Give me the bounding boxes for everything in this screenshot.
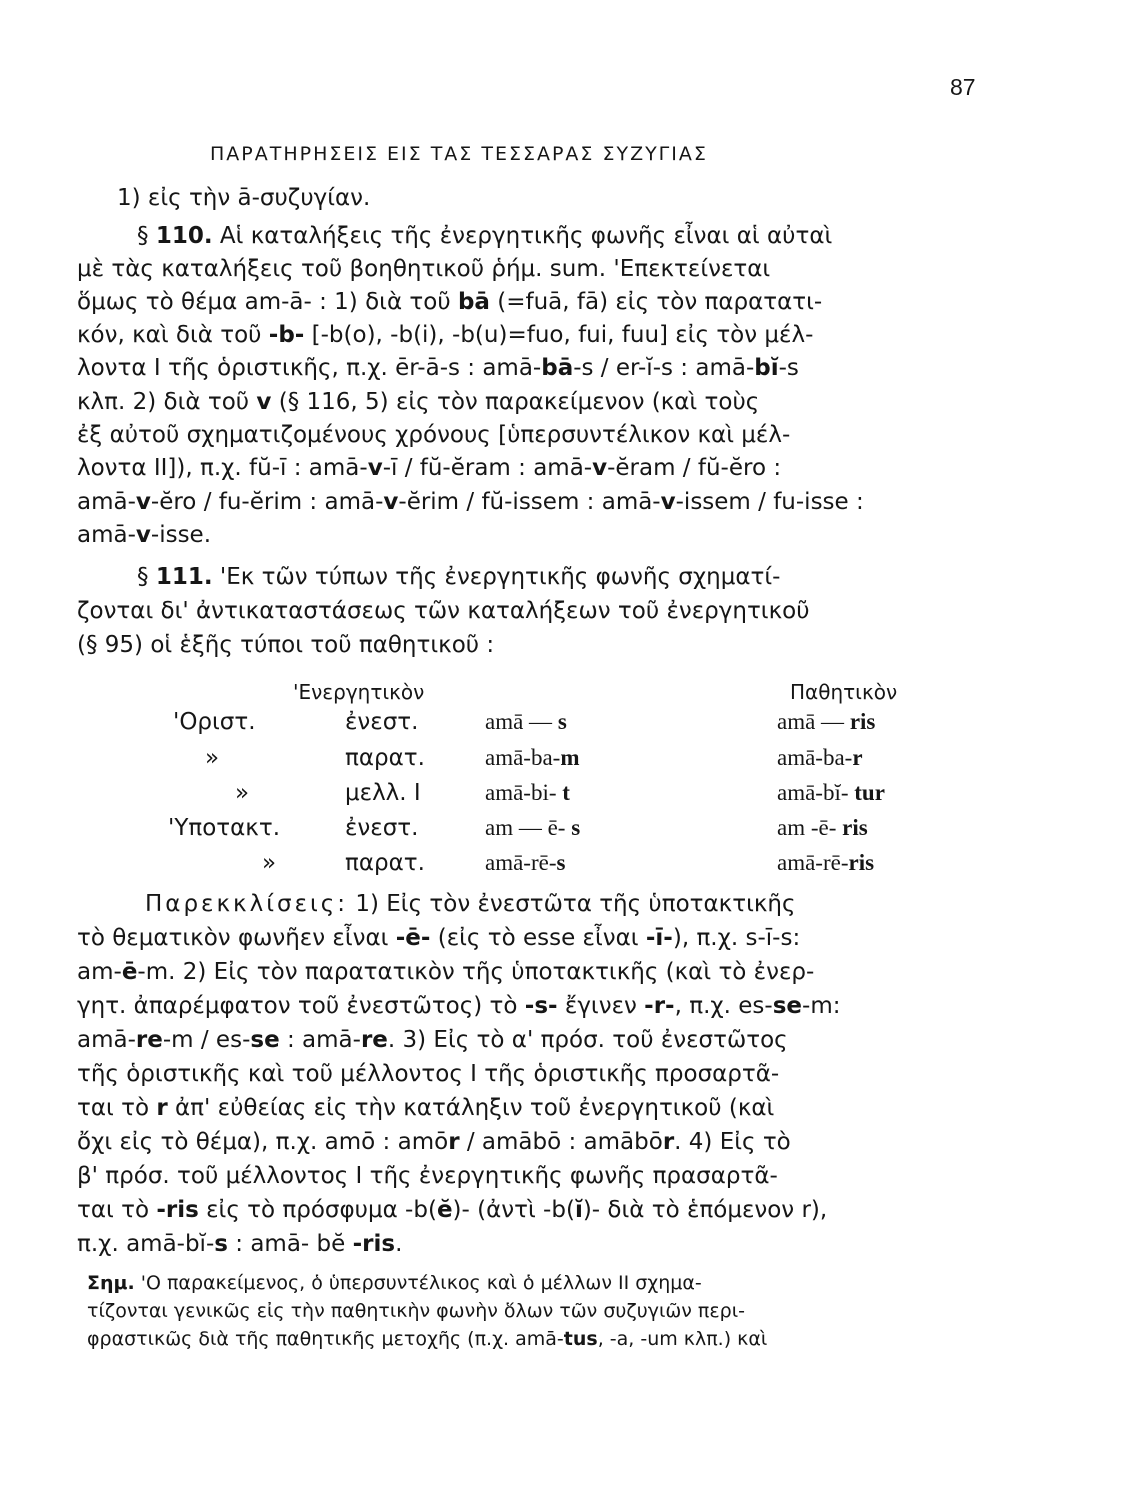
section-heading: ΠΑΡΑΤΗΡΗΣΕΙΣ ΕΙΣ ΤΑΣ ΤΕΣΣΑΡΑΣ ΣΥΖΥΓΙΑΣ — [210, 143, 708, 165]
text-line: ται τὸ r ἀπ' εὐθείας εἰς τὴν κατάληξιν τοῦ ἐνεργητικοῦ (καὶ — [77, 1095, 775, 1121]
text-line: γητ. ἀπαρέμφατον τοῦ ἐνεστῶτος) τὸ -s- ἔγινεν -r-, π.χ. es-se-m: — [77, 993, 841, 1019]
text-line: amā-v-isse. — [77, 522, 212, 548]
passive-form: amā-ba-r — [777, 745, 863, 770]
text-line: amā-v-ĕro / fu-ĕrim : amā-v-ĕrim / fŭ-issem : amā-v-issem / fu-isse : — [77, 489, 864, 515]
active-form: amā-ba-m — [485, 745, 580, 770]
text-line: τὸ θεματικὸν φωνῆεν εἶναι -ē- (εἰς τὸ esse εἶναι -ī-), π.χ. s-ī-s: — [77, 925, 801, 951]
text-line: β' πρόσ. τοῦ μέλλοντος I τῆς ἐνεργητικῆς φωνῆς πρασαρτᾶ- — [77, 1163, 778, 1189]
passive-form: amā-rē-ris — [777, 850, 875, 875]
active-form: amā-rē-s — [485, 850, 566, 875]
text-line: Παρεκκλίσεις: 1) Εἰς τὸν ἐνεστῶτα τῆς ὑποτακτικῆς — [145, 891, 796, 917]
text-line: ὄχι εἰς τὸ θέμα), π.χ. amō : amōr / amābō : amābōr. 4) Εἰς τὸ — [77, 1129, 791, 1155]
text-line: π.χ. amā-bĭ-s : amā- bĕ -ris. — [77, 1231, 403, 1257]
active-form: am — ē- s — [485, 815, 581, 840]
text-line: ται τὸ -ris εἰς τὸ πρόσφυμα -b(ĕ)- (ἀντὶ -b(ĭ)- διὰ τὸ ἑπόμενον r), — [77, 1197, 828, 1223]
header-passive: Παθητικὸν — [790, 680, 898, 704]
tense-cell: παρατ. — [345, 745, 425, 771]
text-line: λοντα II]), π.χ. fŭ-ī : amā-v-ī / fŭ-ĕram : amā-v-ĕram / fŭ-ĕro : — [77, 455, 782, 481]
subheading: 1) εἰς τὴν ā-συζυγίαν. — [117, 185, 371, 211]
passive-form: amā-bĭ- tur — [777, 780, 885, 805]
mood-cell: » — [262, 850, 277, 876]
passive-form: amā — ris — [777, 709, 876, 734]
text-line: § 110. Αἱ καταλήξεις τῆς ἐνεργητικῆς φωνῆς εἶναι αἱ αὐταὶ — [137, 223, 833, 249]
text-line: τῆς ὁριστικῆς καὶ τοῦ μέλλοντος I τῆς ὁριστικῆς προσαρτᾶ- — [77, 1061, 780, 1087]
mood-cell: » — [235, 780, 250, 806]
tense-cell: ἐνεστ. — [345, 709, 419, 735]
mood-cell: 'Οριστ. — [173, 709, 256, 735]
mood-cell: » — [205, 745, 220, 771]
text-line: κλπ. 2) διὰ τοῦ v (§ 116, 5) εἰς τὸν παρακείμενον (καὶ τοὺς — [77, 389, 760, 415]
passive-form: am -ē- ris — [777, 815, 868, 840]
text-line: ἐξ αὐτοῦ σχηματιζομένους χρόνους [ὑπερσυντέλικον καὶ μέλ- — [77, 422, 791, 448]
text-line: § 111. 'Εκ τῶν τύπων τῆς ἐνεργητικῆς φωνῆς σχηματί- — [137, 564, 781, 590]
text-line: φραστικῶς διὰ τῆς παθητικῆς μετοχῆς (π.χ. amā-tus, -a, -um κλπ.) καὶ — [87, 1328, 768, 1350]
header-active: 'Ενεργητικὸν — [293, 680, 425, 704]
page-number: 87 — [950, 74, 976, 100]
tense-cell: ἐνεστ. — [345, 815, 419, 841]
text-line: μὲ τὰς καταλήξεις τοῦ βοηθητικοῦ ῥήμ. sum. 'Επεκτείνεται — [77, 256, 771, 282]
text-line: τίζονται γενικῶς εἰς τὴν παθητικὴν φωνὴν ὅλων τῶν συζυγιῶν περι- — [87, 1300, 745, 1322]
text-line: λοντα I τῆς ὁριστικῆς, π.χ. ēr-ā-s : amā-bā-s / er-ĭ-s : amā-bĭ-s — [77, 355, 799, 381]
text-line: (§ 95) οἱ ἑξῆς τύποι τοῦ παθητικοῦ : — [77, 632, 495, 658]
text-line: am-ē-m. 2) Εἰς τὸν παρατατικὸν τῆς ὑποτακτικῆς (καὶ τὸ ἐνερ- — [77, 959, 815, 985]
text-line: Σημ. 'Ο παρακείμενος, ὁ ὑπερσυντέλικος καὶ ὁ μέλλων II σχημα- — [87, 1272, 702, 1294]
tense-cell: παρατ. — [345, 850, 425, 876]
tense-cell: μελλ. I — [345, 780, 421, 806]
text-line: ζονται δι' ἀντικαταστάσεως τῶν καταλήξεων τοῦ ἐνεργητικοῦ — [77, 598, 810, 624]
active-form: amā-bi- t — [485, 780, 570, 805]
text-line: κόν, καὶ διὰ τοῦ -b- [-b(o), -b(i), -b(u)=fuo, fui, fuu] εἰς τὸν μέλ- — [77, 322, 814, 348]
text-line: ὅμως τὸ θέμα am-ā- : 1) διὰ τοῦ bā (=fuā, fā) εἰς τὸν παρατατι- — [77, 289, 823, 315]
mood-cell: 'Υποτακτ. — [168, 815, 281, 841]
text-line: amā-re-m / es-se : amā-re. 3) Εἰς τὸ α' πρόσ. τοῦ ἐνεστῶτος — [77, 1027, 788, 1053]
active-form: amā — s — [485, 709, 567, 734]
